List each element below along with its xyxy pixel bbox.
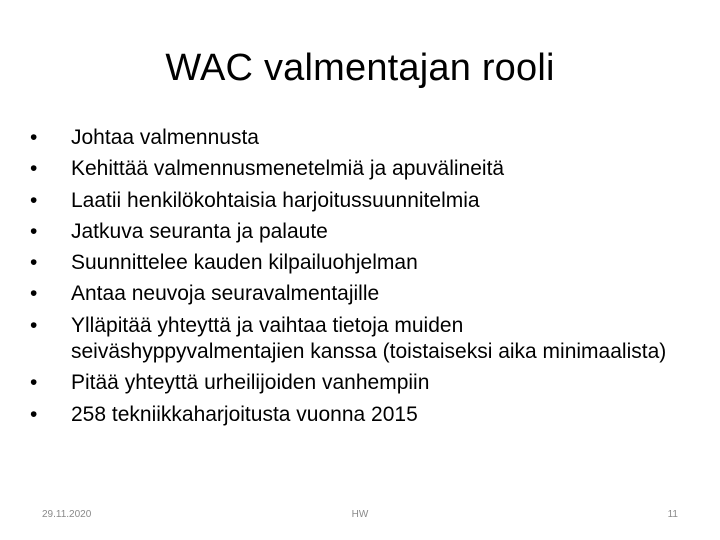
footer-date: 29.11.2020	[42, 509, 92, 520]
bullet-icon	[30, 281, 44, 307]
bullet-icon	[30, 156, 44, 182]
slide-title: WAC valmentajan rooli	[165, 47, 555, 89]
list-item	[30, 188, 690, 214]
list-item	[30, 281, 690, 307]
page-number: 11	[667, 509, 678, 520]
bullet-icon	[30, 370, 44, 396]
list-item	[30, 219, 690, 245]
bullet-list	[30, 125, 690, 433]
bullet-text: Antaa neuvoja seuravalmentajille	[71, 282, 380, 306]
list-item	[30, 125, 690, 151]
bullet-text: Laatii henkilökohtaisia harjoitussuunnitelmia	[71, 188, 480, 212]
list-item	[30, 402, 690, 428]
bullet-icon	[30, 219, 44, 245]
list-item	[30, 156, 690, 182]
bullet-icon	[30, 125, 44, 151]
bullet-icon	[30, 250, 44, 276]
bullet-text: Johtaa valmennusta	[71, 126, 259, 149]
bullet-icon	[30, 402, 44, 428]
list-item	[30, 250, 690, 276]
bullet-text: Pitää yhteyttä urheilijoiden vanhempiin	[71, 371, 430, 395]
list-item	[30, 370, 690, 396]
bullet-text: Ylläpitää yhteyttä ja vaihtaa tietoja muiden seiväshyppyvalmentajien kanssa (toistaiseksi aika minimaalista)	[71, 313, 667, 364]
bullet-text: Kehittää valmennusmenetelmiä ja apuvälineitä	[71, 157, 505, 181]
bullet-text: Suunnittelee kauden kilpailuohjelman	[71, 251, 418, 275]
bullet-text: Jatkuva seuranta ja palaute	[71, 219, 328, 243]
bullet-icon	[30, 188, 44, 214]
bullet-text: 258 tekniikkaharjoitusta vuonna 2015	[71, 402, 418, 426]
bullet-icon	[30, 313, 44, 339]
list-item	[30, 313, 690, 366]
footer-author: HW	[351, 509, 369, 520]
